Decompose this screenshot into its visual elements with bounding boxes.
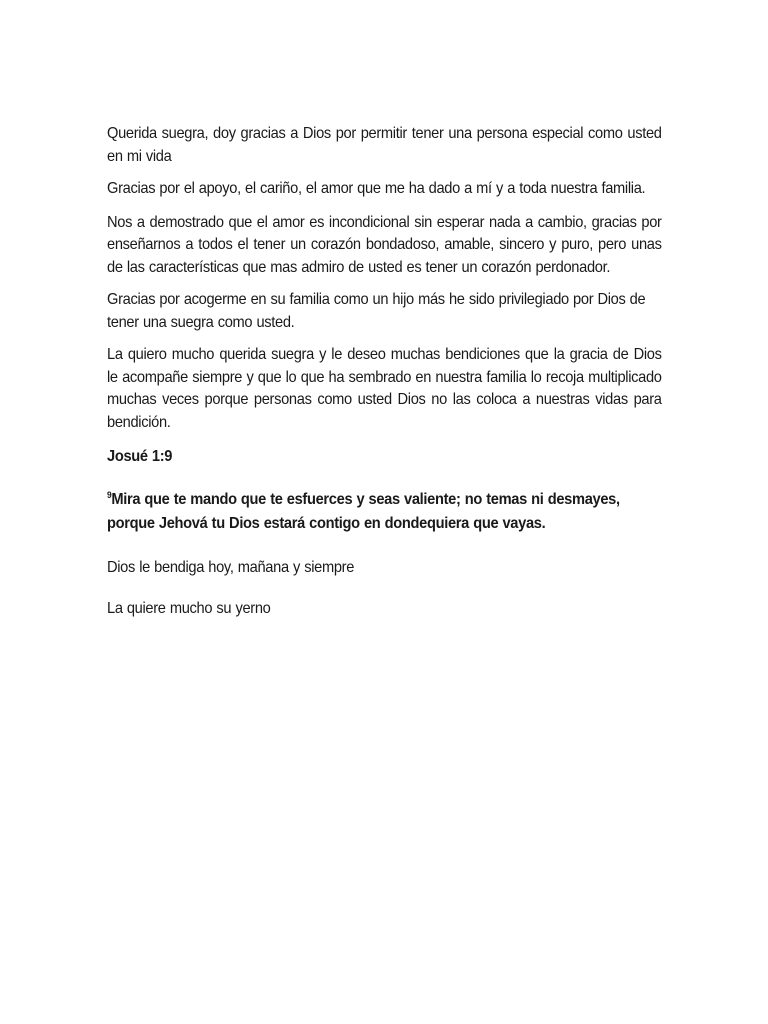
paragraph-welcome-family: Gracias por acogerme en su familia como un hijo más he sido privilegiado por Dios de tener una suegra como usted. bbox=[107, 291, 646, 331]
paragraph-greeting: Querida suegra, doy gracias a Dios por permitir tener una persona especial como usted en mi vida bbox=[107, 125, 662, 165]
paragraph-thanks-support: Gracias por el apoyo, el cariño, el amor que me ha dado a mí y a toda nuestra familia. bbox=[107, 180, 646, 197]
verse-text: Mira que te mando que te esfuerces y seas valiente; no temas ni desmayes, porque Jehová tu Dios estará contigo en dondequiera que vayas. bbox=[107, 490, 620, 532]
verse-text-block bbox=[107, 488, 662, 536]
letter-page bbox=[107, 123, 661, 621]
paragraph-blessings: La quiero mucho querida suegra y le deseo muchas bendiciones que la gracia de Dios le acompañe siempre y que lo que ha sembrado en nuestra familia lo recoja multiplicado muchas veces porque personas como usted Dios no las coloca a nuestras vidas para bendición. bbox=[107, 346, 662, 431]
verse-number: 9 bbox=[107, 489, 112, 500]
verse-reference: Josué 1:9 bbox=[107, 448, 173, 465]
closing-blessing: Dios le bendiga hoy, mañana y siempre bbox=[107, 558, 355, 576]
signature: La quiere mucho su yerno bbox=[107, 600, 271, 617]
paragraph-unconditional-love: Nos a demostrado que el amor es incondicional sin esperar nada a cambio, gracias por enseñarnos a todos el tener un corazón bondadoso, amable, sincero y puro, pero unas de las características que mas admiro de usted es tener un corazón perdonador. bbox=[107, 213, 662, 276]
